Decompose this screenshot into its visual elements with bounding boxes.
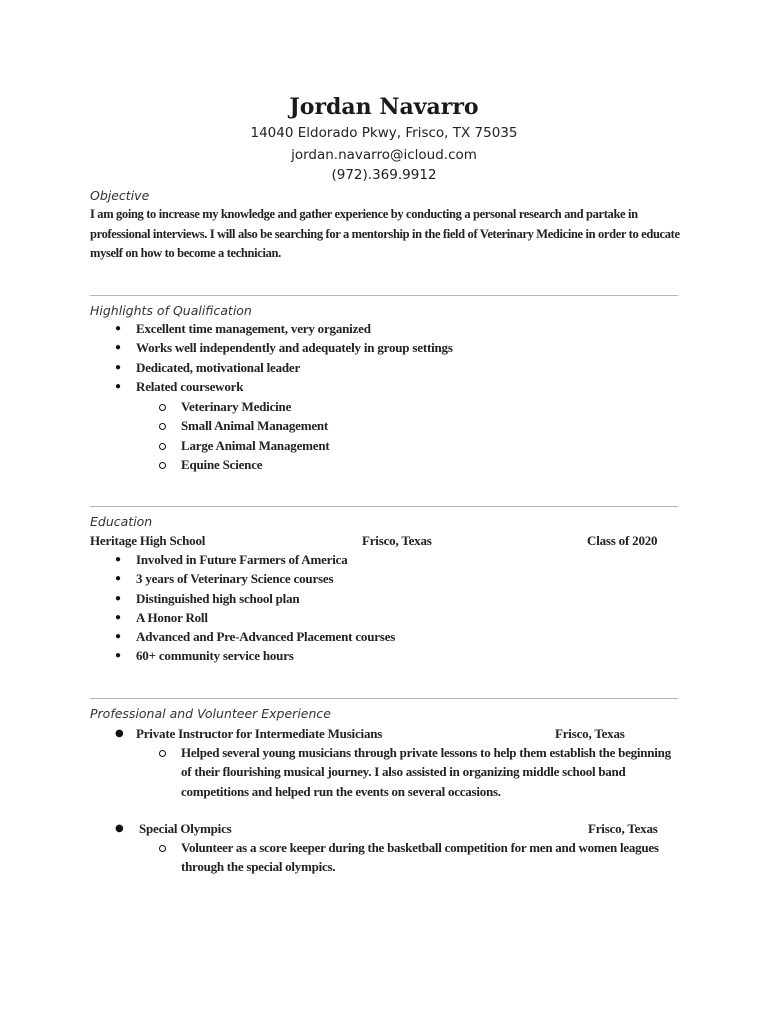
email: jordan.navarro@icloud.com xyxy=(291,147,477,163)
list-item: Equine Science xyxy=(181,455,330,474)
bullet-icon: ● xyxy=(115,650,121,662)
list-item: Small Animal Management xyxy=(181,416,330,435)
experience-title: Professional and Volunteer Experience xyxy=(90,706,331,721)
bullet-icon: ● xyxy=(115,611,121,623)
bullet-icon: ● xyxy=(115,631,121,643)
objective-text: I am going to increase my knowledge and gather experience by conducting a personal research and partake in professional interviews. I will also be searching for a mentorship in the field of Veterinary Medicine in order to educate myself on how to become a technician. xyxy=(90,207,680,260)
circle-bullet-icon xyxy=(159,462,166,469)
circle-bullet-icon xyxy=(159,845,166,852)
bullet-icon: ● xyxy=(115,573,121,585)
address: 14040 Eldorado Pkwy, Frisco, TX 75035 xyxy=(250,125,518,141)
highlights-title: Highlights of Qualification xyxy=(90,303,252,318)
job-role: Private Instructor for Intermediate Musicians xyxy=(136,726,383,741)
list-item: ● Distinguished high school plan xyxy=(136,589,395,608)
bullet-icon: ● xyxy=(115,380,121,392)
list-item: ● Advanced and Pre-Advanced Placement courses xyxy=(136,627,395,646)
list-item: ● Related coursework xyxy=(136,377,453,396)
bullet-icon: ● xyxy=(115,361,121,373)
circle-bullet-icon xyxy=(159,404,166,411)
circle-bullet-icon xyxy=(159,750,166,757)
bullet-icon: ● xyxy=(115,823,124,834)
circle-bullet-icon xyxy=(159,423,166,430)
list-item: Veterinary Medicine xyxy=(181,397,330,416)
bullet-icon: ● xyxy=(115,554,121,565)
list-item: ● Excellent time management, very organized xyxy=(136,319,453,338)
list-item: ● 3 years of Veterinary Science courses xyxy=(136,569,395,588)
job-location: Frisco, Texas xyxy=(588,821,658,836)
phone: (972).369.9912 xyxy=(331,167,437,183)
education-list xyxy=(115,550,396,666)
list-item: ● Dedicated, motivational leader xyxy=(136,358,453,377)
candidate-name: Jordan Navarro xyxy=(289,94,479,120)
list-item: ● Involved in Future Farmers of America xyxy=(136,550,395,569)
circle-bullet-icon xyxy=(159,443,166,450)
list-item: Large Animal Management xyxy=(181,436,330,455)
bullet-icon: ● xyxy=(115,728,124,739)
bullet-icon: ● xyxy=(115,323,121,334)
school-location: Frisco, Texas xyxy=(362,533,432,548)
education-title: Education xyxy=(90,514,153,529)
job-detail: Helped several young musicians through private lessons to help them establish the beginning of their flourishing musical journey. I also assisted in organizing middle school band competitions and helped run the events on several occasions. xyxy=(181,745,671,799)
list-item: ● Works well independently and adequately in group settings xyxy=(136,338,453,357)
bullet-icon: ● xyxy=(115,592,121,604)
section-divider xyxy=(90,506,678,507)
list-item: ● 60+ community service hours xyxy=(136,646,395,665)
graduation-class: Class of 2020 xyxy=(587,533,658,548)
coursework-list xyxy=(181,397,330,474)
job-location: Frisco, Texas xyxy=(555,726,625,741)
highlights-list xyxy=(115,319,453,396)
bullet-icon: ● xyxy=(115,342,121,354)
objective-title: Objective xyxy=(90,188,150,203)
list-item: ● A Honor Roll xyxy=(136,608,395,627)
job-detail: Volunteer as a score keeper during the basketball competition for men and women leagues through the special olympics. xyxy=(181,840,659,875)
section-divider xyxy=(90,295,678,296)
job-role: Special Olympics xyxy=(139,821,232,836)
school-name: Heritage High School xyxy=(90,533,206,548)
section-divider xyxy=(90,698,678,699)
